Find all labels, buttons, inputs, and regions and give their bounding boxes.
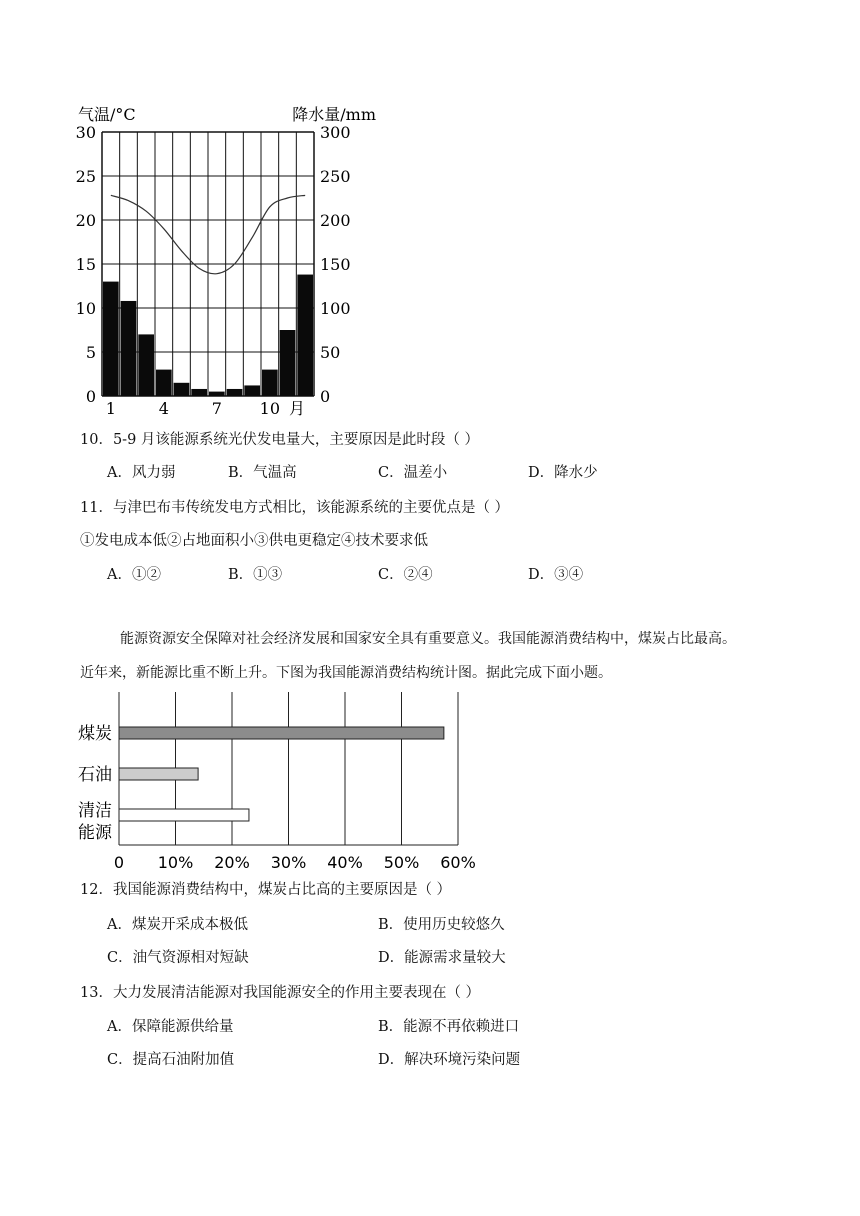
q11-option-a: A．①② [107,567,161,583]
energy-x-tick-label: 10% [157,853,194,872]
energy-x-tick-label: 20% [214,853,250,872]
q12-option-d: D．能源需求量较大 [378,950,506,966]
intro-line-1: 能源资源安全保障对社会经济发展和国家安全具有重要意义。我国能源消费结构中，煤炭占比最高。 [120,631,736,647]
month-tick-label: 10 [259,399,281,418]
q10-option-d: D．降水少 [528,465,598,481]
right-axis-label: 降水量/mm [292,105,376,124]
energy-x-tick-label: 50% [383,853,420,872]
left-ticks [76,123,96,406]
precipitation-bar [156,370,172,396]
left-tick-label: 10 [75,299,96,318]
right-tick-label: 50 [320,343,341,362]
q10-option-a: A．风力弱 [107,465,176,481]
precipitation-bar [103,282,119,396]
left-tick-label: 30 [75,123,96,142]
left-tick-label: 20 [75,211,96,230]
energy-bar [119,768,198,780]
energy-x-ticks [114,853,476,872]
left-tick-label: 25 [75,167,96,186]
q13-option-a: A．保障能源供给量 [107,1019,234,1035]
intro-line-2: 近年来，新能源比重不断上升。下图为我国能源消费结构统计图。据此完成下面小题。 [80,665,612,681]
energy-category-labels [78,724,113,843]
question-13-stem: 13．大力发展清洁能源对我国能源安全的作用主要表现在（ ） [80,985,481,1001]
energy-bars [119,727,444,821]
q13-option-d: D．解决环境污染问题 [378,1052,521,1068]
question-10-stem: 10．5-9 月该能源系统光伏发电量大，主要原因是此时段（ ） [80,432,480,448]
precipitation-bar [227,389,243,396]
energy-category-label: 能源 [78,823,112,843]
precipitation-bar [262,370,278,396]
month-tick-label: 4 [158,399,169,418]
precipitation-bar [280,330,296,396]
energy-x-tick-label: 0 [113,853,125,872]
right-tick-label: 100 [320,299,351,318]
month-unit-label: 月 [288,399,306,418]
right-ticks [320,123,351,406]
q13-option-b: B．能源不再依赖进口 [378,1019,520,1035]
energy-category-label: 清洁 [78,801,112,821]
month-tick-label: 1 [105,399,116,418]
q11-option-c: C．②④ [378,567,433,583]
precipitation-bar [138,334,154,396]
question-11-stem: 11．与津巴布韦传统发电方式相比，该能源系统的主要优点是（ ） [80,500,510,516]
energy-x-tick-label: 30% [270,853,307,872]
right-tick-label: 300 [320,123,351,142]
left-tick-label: 0 [85,387,96,406]
precipitation-bar [297,275,313,396]
month-labels [106,399,280,418]
left-tick-label: 15 [75,255,96,274]
q13-option-c: C．提高石油附加值 [107,1052,235,1068]
q11-option-b: B．①③ [228,567,283,583]
precipitation-bar [121,301,137,396]
energy-chart [72,686,492,872]
right-tick-label: 150 [320,255,351,274]
right-tick-label: 0 [320,387,331,406]
q11-option-d: D．③④ [528,567,584,583]
question-11-items: ①发电成本低②占地面积小③供电更稳定④技术要求低 [80,533,428,549]
energy-category-label: 煤炭 [78,724,112,744]
left-tick-label: 5 [85,343,96,362]
q12-option-a: A．煤炭开采成本极低 [107,917,248,933]
precipitation-bar [174,383,190,396]
month-tick-label: 7 [211,399,222,418]
q12-option-b: B．使用历史较悠久 [378,917,505,933]
right-tick-label: 250 [320,167,351,186]
energy-bar [119,727,444,739]
climate-chart [72,98,376,420]
precipitation-bar [191,389,207,396]
intro-paragraph [80,622,810,690]
q10-option-c: C．温差小 [378,465,448,481]
right-tick-label: 200 [320,211,351,230]
energy-category-label: 石油 [78,765,112,785]
energy-bar [119,809,249,821]
left-axis-label: 气温/°C [78,105,136,124]
q10-option-b: B．气温高 [228,465,297,481]
energy-x-tick-label: 60% [440,853,476,872]
precipitation-bar [209,392,225,396]
energy-x-tick-label: 40% [327,853,363,872]
q12-option-c: C．油气资源相对短缺 [107,950,249,966]
precipitation-bar [244,385,260,396]
question-12-stem: 12．我国能源消费结构中，煤炭占比高的主要原因是（ ） [80,882,452,898]
